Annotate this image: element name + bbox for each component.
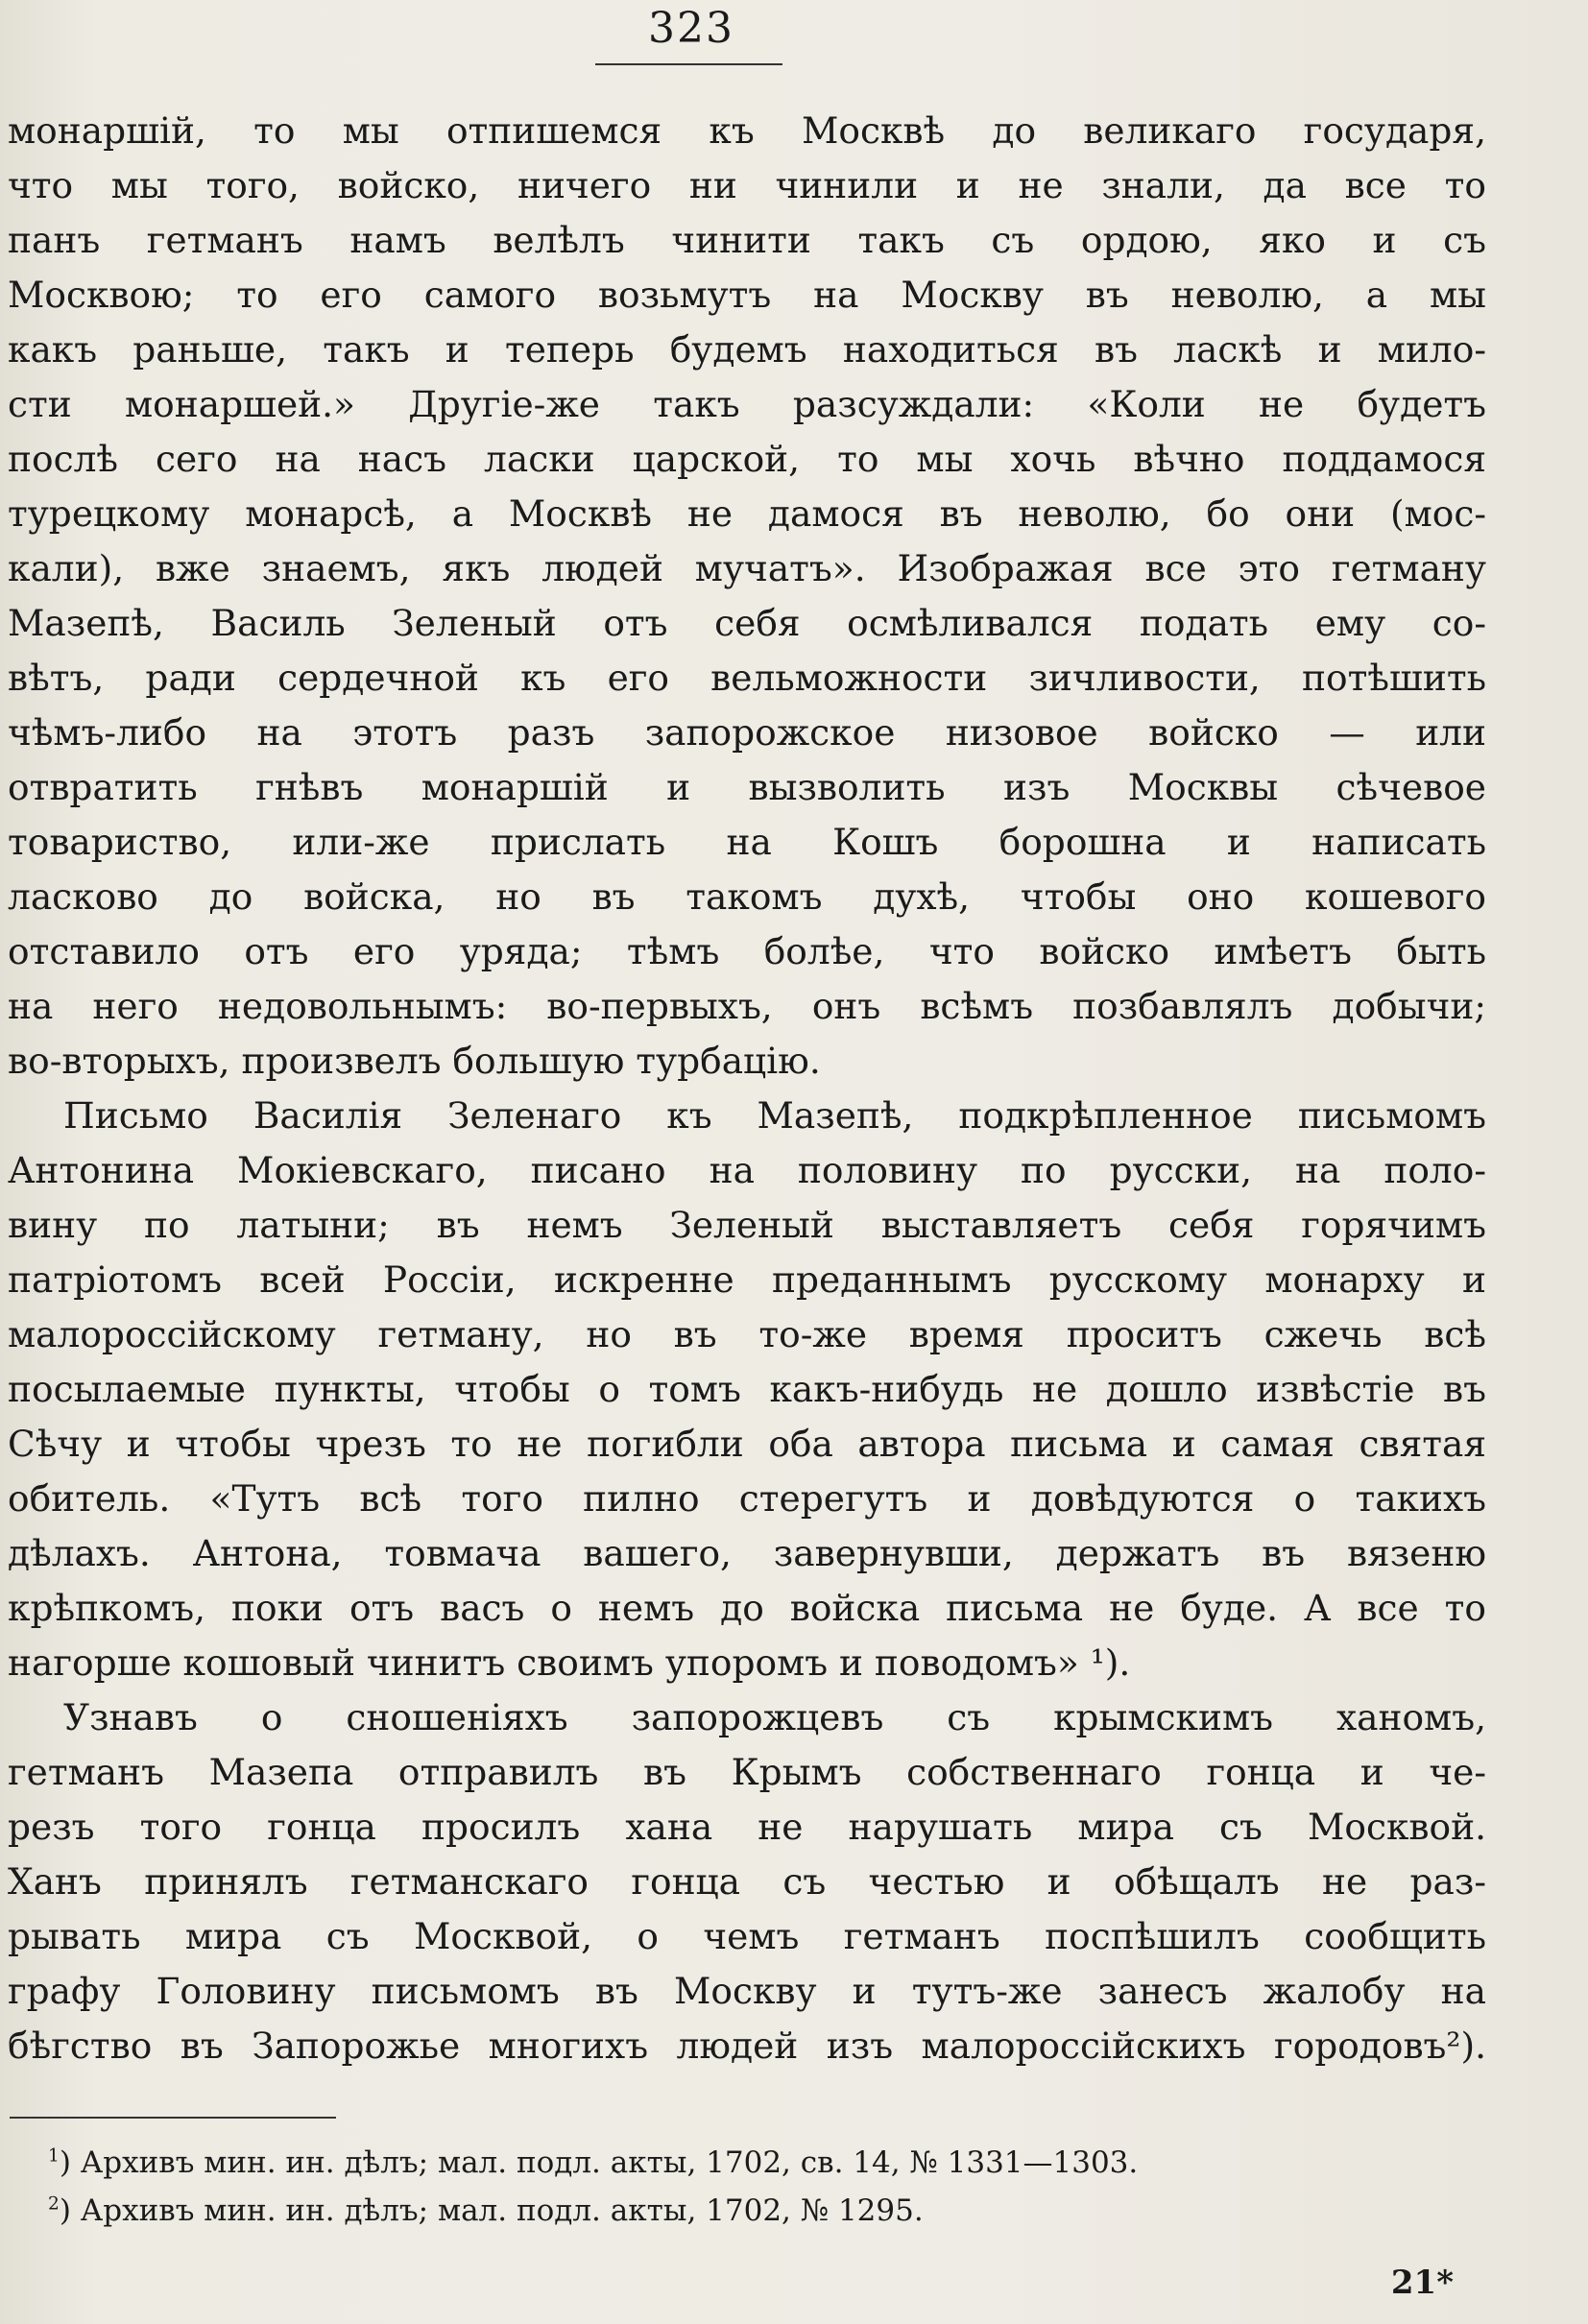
text-line: патріотомъ всей Россіи, искренне преданнымъ русскому монарху и [8,1258,1486,1301]
body-text [8,104,1486,2073]
text-line: дѣлахъ. Антона, товмача вашего, завернувши, держатъ въ вязеню [8,1532,1486,1574]
footnote-1 [48,2139,1488,2187]
footnote-marker: 1 [48,2145,60,2167]
footnotes [48,2139,1488,2235]
text-line: товариство, или-же прислать на Кошъ борошна и написать [8,821,1486,863]
text-line: графу Головину письмомъ въ Москву и тутъ-же занесъ жалобу на [8,1970,1486,2012]
text-line: Мазепѣ, Василь Зеленый отъ себя осмѣливался подать ему со- [8,602,1486,644]
text-line: Москвою; то его самого возьмутъ на Москву въ неволю, а мы [8,274,1486,316]
text-line: обитель. «Тутъ всѣ того пилно стерегутъ и довѣдуются о такихъ [8,1477,1486,1520]
text-line: рывать мира съ Москвой, о чемъ гетманъ поспѣшилъ сообщить [8,1915,1486,1957]
text-line: резъ того гонца просилъ хана не нарушать мира съ Москвой. [8,1806,1486,1848]
text-line: что мы того, войско, ничего ни чинили и не знали, да все то [8,164,1486,206]
text-line: Узнавъ о сношеніяхъ запорожцевъ съ крымскимъ ханомъ, [63,1696,1486,1738]
text-line: крѣпкомъ, поки отъ васъ о немъ до войска письма не буде. А все то [8,1587,1486,1629]
text-line: ласково до войска, но въ такомъ духѣ, чтобы оно кошевого [8,875,1486,918]
page-number: 323 [648,4,734,53]
text-line: малороссійскому гетману, но въ то-же время проситъ сжечь всѣ [8,1313,1486,1355]
text-line: отвратить гнѣвъ монаршій и вызволить изъ Москвы сѣчевое [8,766,1486,808]
text-line: сти монаршей.» Другіе-же такъ разсуждали: «Коли не будетъ [8,383,1486,425]
text-line: бѣгство въ Запорожье многихъ людей изъ малороссійскихъ городовъ²). [8,2025,1486,2067]
text-line: послѣ сего на насъ ласки царской, то мы хочь вѣчно поддамося [8,438,1486,480]
header-rule [595,63,782,65]
text-line: вину по латыни; въ немъ Зеленый выставляетъ себя горячимъ [8,1204,1486,1246]
text-line: на него недовольнымъ: во-первыхъ, онъ всѣмъ позбавлялъ добычи; [8,985,1486,1027]
text-line: отставило отъ его уряда; тѣмъ болѣе, что войско имѣетъ быть [8,930,1486,972]
signature-mark: 21* [1390,2264,1454,2302]
text-line: Письмо Василія Зеленаго къ Мазепѣ, подкрѣпленное письмомъ [63,1094,1486,1137]
text-line: во-вторыхъ, произвелъ большую турбацію. [8,1040,821,1082]
text-line: Сѣчу и чтобы чрезъ то не погибли оба автора письма и самая святая [8,1423,1486,1465]
text-line: гетманъ Мазепа отправилъ въ Крымъ собственнаго гонца и че- [8,1751,1486,1793]
text-line: Антонина Мокіевскаго, писано на половину по русски, на поло- [8,1149,1486,1191]
footnote-marker: 2 [48,2193,60,2215]
text-line: какъ раньше, такъ и теперь будемъ находиться въ ласкѣ и мило- [8,328,1486,371]
text-line: панъ гетманъ намъ велѣлъ чинити такъ съ ордою, яко и съ [8,219,1486,261]
text-line: кали), вже знаемъ, якъ людей мучатъ». Изображая все это гетману [8,547,1486,589]
text-line: вѣтъ, ради сердечной къ его вельможности зичливости, потѣшить [8,657,1486,699]
text-line: монаршій, то мы отпишемся къ Москвѣ до великаго государя, [8,109,1486,152]
text-line: посылаемые пункты, чтобы о томъ какъ-нибудь не дошло извѣстіе въ [8,1368,1486,1410]
footnote-2 [48,2187,1488,2235]
footnote-text: ) Архивъ мин. ин. дѣлъ; мал. подл. акты, 1702, св. 14, № 1331—1303. [59,2145,1139,2180]
text-line: Ханъ принялъ гетманскаго гонца съ честью и обѣщалъ не раз- [8,1860,1486,1903]
footnote-text: ) Архивъ мин. ин. дѣлъ; мал. подл. акты, 1702, № 1295. [59,2193,924,2228]
text-line: турецкому монарсѣ, а Москвѣ не дамося въ неволю, бо они (мос- [8,492,1486,535]
text-line: чѣмъ-либо на этотъ разъ запорожское низовое войско — или [8,711,1486,754]
footnote-rule [10,2117,336,2119]
text-line: нагорше кошовый чинитъ своимъ упоромъ и поводомъ» ¹). [8,1641,1131,1684]
